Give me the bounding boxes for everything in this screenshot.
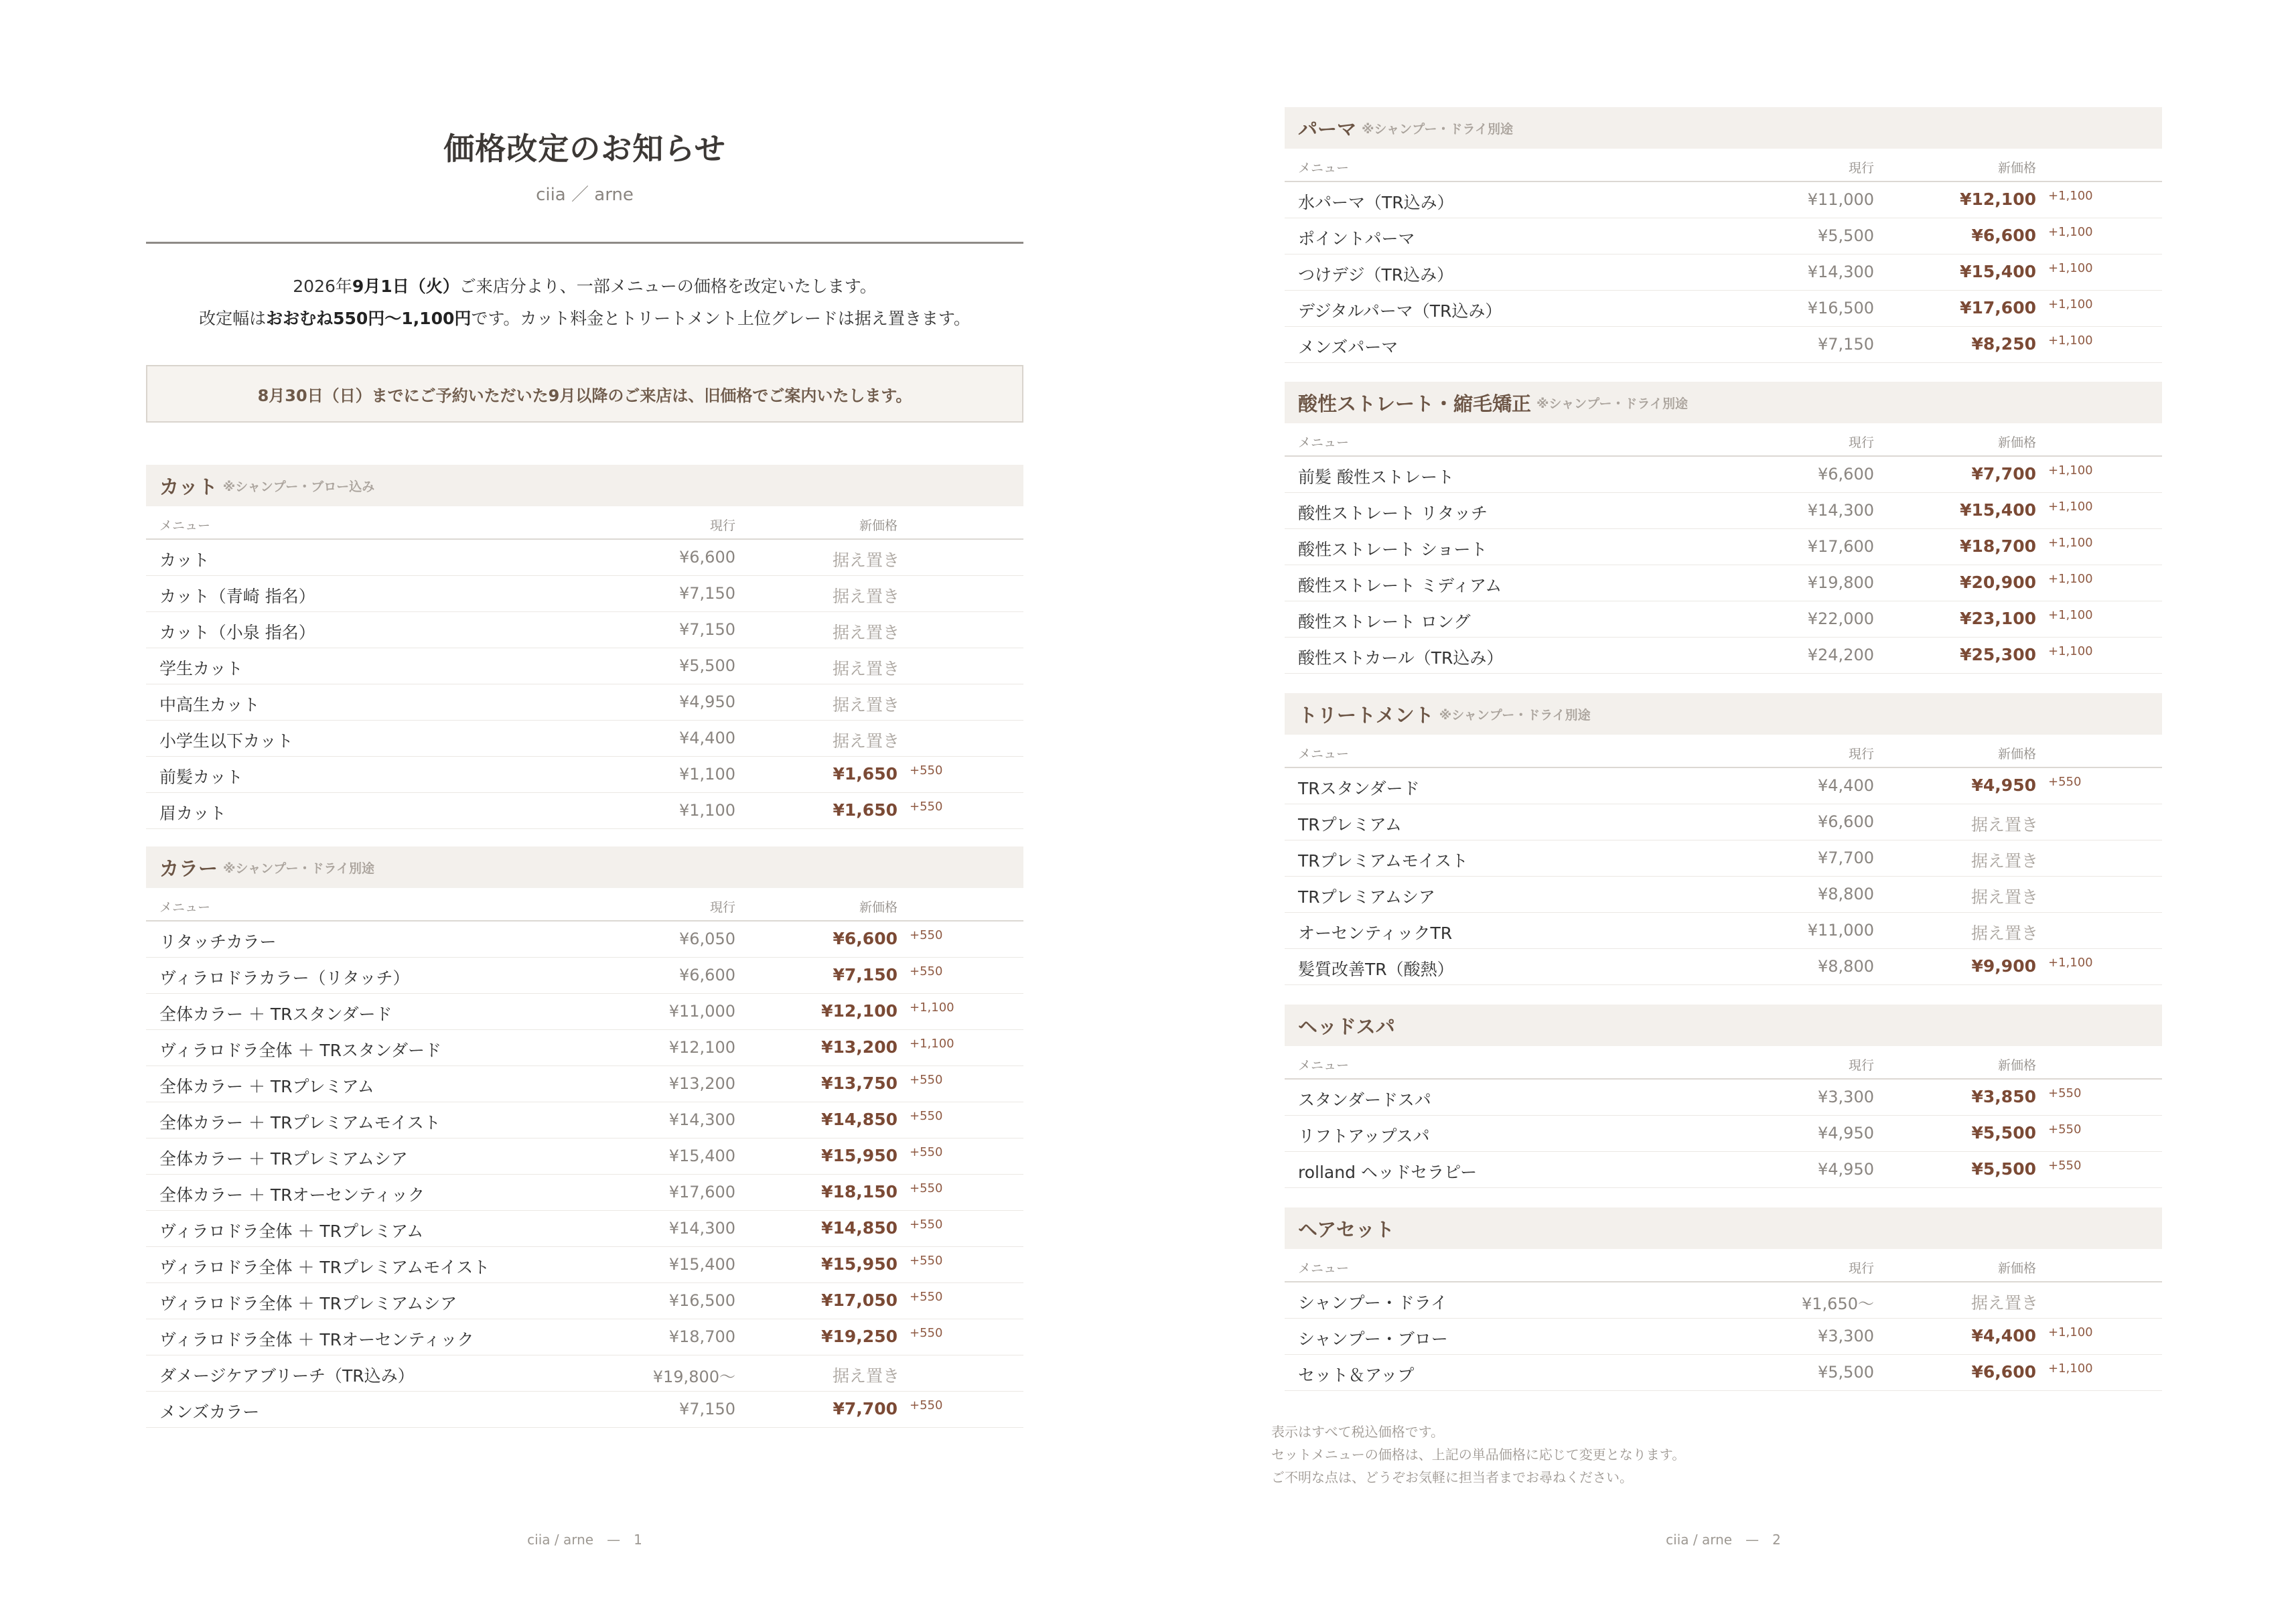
- section-note: ※シャンプー・ドライ別途: [1536, 396, 1688, 411]
- current-price: ¥6,600: [679, 548, 735, 567]
- menu-name: リフトアップスパ: [1298, 1126, 1430, 1146]
- menu-name: ヴィラロドラ全体 ＋ TRプレミアム: [159, 1222, 424, 1241]
- current-price: ¥14,300: [668, 1219, 735, 1238]
- col-menu: メニュー: [1298, 161, 1350, 175]
- current-price: ¥5,500: [679, 656, 735, 675]
- new-price: ¥7,150: [833, 965, 898, 984]
- section-title: ヘッドスパ: [1298, 1015, 1395, 1038]
- price-diff: +550: [910, 1181, 943, 1195]
- new-price: ¥20,900: [1960, 573, 2036, 592]
- section-header: [1285, 1005, 2162, 1046]
- menu-name: デジタルパーマ（TR込み）: [1298, 301, 1502, 321]
- notice-box: 8月30日（日）までにご予約いただいた9月以降のご来店は、旧価格でご案内いたします。: [146, 365, 1023, 423]
- col-menu: メニュー: [1298, 1058, 1350, 1073]
- price-diff: +550: [910, 1218, 943, 1232]
- page-2: [1271, 0, 2162, 1620]
- table-row: [1285, 1080, 2162, 1116]
- price-diff: +550: [910, 1398, 943, 1412]
- col-menu: メニュー: [159, 518, 211, 533]
- menu-name: 中高生カット: [159, 695, 260, 715]
- new-price: ¥15,950: [821, 1146, 898, 1165]
- col-menu: メニュー: [1298, 435, 1350, 450]
- current-price: ¥1,650〜: [1802, 1295, 1874, 1313]
- current-price: ¥14,300: [668, 1110, 735, 1129]
- col-new: 新価格: [1997, 1058, 2036, 1073]
- col-menu: メニュー: [1298, 747, 1350, 761]
- menu-name: カット（小泉 指名）: [159, 623, 315, 642]
- table-row: [146, 721, 1023, 757]
- new-price: ¥9,900: [1971, 956, 2036, 976]
- current-price: ¥15,400: [668, 1147, 735, 1165]
- price-diff: +1,100: [2048, 1325, 2093, 1339]
- table-row: [1285, 493, 2162, 529]
- price-diff: +550: [2048, 775, 2082, 789]
- current-price: ¥17,600: [668, 1183, 735, 1201]
- table-row: [1285, 1319, 2162, 1355]
- new-price: ¥8,250: [1971, 334, 2036, 354]
- price-diff: +1,100: [2048, 463, 2093, 477]
- section-header: [146, 846, 1023, 888]
- price-diff: +550: [2048, 1122, 2082, 1136]
- new-price: ¥1,650: [833, 764, 898, 784]
- table-row: [1285, 1152, 2162, 1188]
- table-row: [1285, 457, 2162, 493]
- current-price: ¥4,950: [1818, 1124, 1874, 1143]
- new-price: 据え置き: [832, 587, 900, 606]
- menu-name: ヴィラロドラ全体 ＋ TRプレミアムモイスト: [159, 1258, 490, 1277]
- menu-name: 全体カラー ＋ TRプレミアムシア: [159, 1149, 408, 1169]
- table-row: [146, 1392, 1023, 1428]
- table-row: [1285, 218, 2162, 254]
- price-diff: +550: [910, 964, 943, 978]
- new-price: ¥13,750: [821, 1074, 898, 1093]
- menu-name: 酸性ストレート リタッチ: [1298, 504, 1488, 523]
- current-price: ¥4,950: [679, 692, 735, 711]
- table-row: [1285, 254, 2162, 291]
- section-title: 酸性ストレート・縮毛矯正: [1298, 392, 1532, 415]
- price-diff: +1,100: [2048, 644, 2093, 658]
- current-price: ¥16,500: [668, 1291, 735, 1310]
- current-price: ¥1,100: [679, 801, 735, 820]
- table-row: [146, 1319, 1023, 1355]
- menu-name: ダメージケアブリーチ（TR込み）: [159, 1366, 415, 1386]
- current-price: ¥6,600: [1818, 812, 1874, 831]
- price-diff: +1,100: [2048, 1361, 2093, 1376]
- menu-name: シャンプー・ドライ: [1298, 1293, 1448, 1313]
- new-price: 据え置き: [832, 1366, 900, 1386]
- table-row: [146, 1175, 1023, 1211]
- price-diff: +1,100: [2048, 334, 2093, 348]
- table-row: [146, 612, 1023, 648]
- current-price: ¥3,300: [1818, 1088, 1874, 1106]
- current-price: ¥7,700: [1818, 849, 1874, 867]
- table-row: [1285, 182, 2162, 218]
- section-header: [1285, 1207, 2162, 1249]
- new-price: ¥17,050: [821, 1291, 898, 1310]
- col-new: 新価格: [1997, 161, 2036, 175]
- new-price: ¥3,850: [1971, 1087, 2036, 1106]
- price-diff: +550: [910, 1326, 943, 1340]
- new-price: ¥15,400: [1960, 262, 2036, 281]
- menu-name: 全体カラー ＋ TRプレミアムモイスト: [159, 1113, 441, 1132]
- section-treatment: [1285, 693, 2162, 985]
- price-diff: +550: [910, 1109, 943, 1123]
- price-diff: +550: [910, 1073, 943, 1087]
- price-diff: +550: [910, 1145, 943, 1159]
- new-price: ¥6,600: [1971, 1362, 2036, 1382]
- menu-name: 酸性ストレート ミディアム: [1298, 576, 1502, 595]
- price-diff: +1,100: [910, 1001, 954, 1015]
- title-divider: [146, 242, 1023, 244]
- menu-name: ヴィラロドラ全体 ＋ TRプレミアムシア: [159, 1294, 457, 1313]
- new-price: ¥25,300: [1960, 645, 2036, 664]
- col-new: 新価格: [1997, 1261, 2036, 1276]
- section-title: カット: [159, 475, 218, 498]
- menu-name: カット: [159, 550, 210, 570]
- new-price: ¥7,700: [1971, 464, 2036, 484]
- current-price: ¥7,150: [679, 620, 735, 639]
- section-color: [146, 846, 1023, 1428]
- section-header: [1285, 107, 2162, 149]
- footnote-1: 表示はすべて税込価格です。: [1271, 1424, 1444, 1440]
- table-row: [1285, 768, 2162, 804]
- current-price: ¥6,600: [679, 966, 735, 984]
- intro-2-bold: おおむね550円〜1,100円: [266, 309, 472, 328]
- menu-name: TRプレミアムシア: [1298, 887, 1435, 907]
- new-price: ¥6,600: [1971, 226, 2036, 245]
- intro-1-pre: 2026年: [293, 277, 352, 296]
- table-row: [146, 1247, 1023, 1283]
- section-title: パーマ: [1298, 117, 1357, 141]
- menu-name: 全体カラー ＋ TRプレミアム: [159, 1077, 374, 1096]
- col-new: 新価格: [1997, 747, 2036, 761]
- section-hairset: [1285, 1207, 2162, 1391]
- table-row: [146, 922, 1023, 958]
- price-diff: +550: [2048, 1159, 2082, 1173]
- intro-line-1: [146, 273, 1023, 297]
- price-diff: +1,100: [2048, 572, 2093, 586]
- section-title: ヘアセット: [1298, 1218, 1394, 1241]
- new-price: ¥12,100: [821, 1001, 898, 1021]
- table-row: [146, 1283, 1023, 1319]
- table-row: [1285, 291, 2162, 327]
- table-row: [146, 576, 1023, 612]
- new-price: ¥23,100: [1960, 609, 2036, 628]
- menu-name: セット＆アップ: [1298, 1366, 1415, 1385]
- page-subtitle: ciia ／ arne: [536, 185, 634, 205]
- current-price: ¥5,500: [1818, 1363, 1874, 1382]
- table-row: [146, 540, 1023, 576]
- current-price: ¥22,000: [1807, 609, 1874, 628]
- table-row: [146, 1355, 1023, 1392]
- menu-name: シャンプー・ブロー: [1298, 1329, 1448, 1349]
- new-price: ¥12,100: [1960, 190, 2036, 209]
- price-diff: +1,100: [2048, 189, 2093, 203]
- menu-name: リタッチカラー: [159, 932, 277, 952]
- section-header: [1285, 693, 2162, 735]
- table-row: [1285, 638, 2162, 674]
- current-price: ¥12,100: [668, 1038, 735, 1057]
- col-menu: メニュー: [1298, 1261, 1350, 1276]
- menu-name: 眉カット: [159, 804, 226, 823]
- new-price: 据え置き: [1970, 851, 2038, 871]
- menu-name: つけデジ（TR込み）: [1298, 265, 1454, 285]
- footnote-2: セットメニューの価格は、上記の単品価格に応じて変更となります。: [1271, 1447, 1686, 1463]
- col-new: 新価格: [1997, 435, 2036, 450]
- current-price: ¥5,500: [1818, 226, 1874, 245]
- price-diff: +1,100: [2048, 608, 2093, 622]
- table-row: [1285, 1355, 2162, 1391]
- menu-name: 前髪 酸性ストレート: [1298, 467, 1454, 487]
- price-diff: +1,100: [910, 1037, 954, 1051]
- menu-name: 学生カット: [159, 659, 243, 678]
- col-menu: メニュー: [159, 900, 211, 915]
- new-price: 据え置き: [1970, 1293, 2038, 1313]
- current-price: ¥15,400: [668, 1255, 735, 1274]
- table-row: [1285, 1282, 2162, 1319]
- table-row: [1285, 877, 2162, 913]
- intro-1-bold: 9月1日（火）: [352, 277, 459, 296]
- new-price: ¥18,700: [1960, 536, 2036, 556]
- menu-name: カット（青崎 指名）: [159, 587, 315, 606]
- new-price: 据え置き: [832, 623, 900, 642]
- current-price: ¥11,000: [668, 1002, 735, 1021]
- new-price: ¥19,250: [821, 1327, 898, 1346]
- new-price: 据え置き: [832, 550, 900, 570]
- table-row: [146, 958, 1023, 994]
- menu-name: メンズパーマ: [1298, 338, 1398, 357]
- col-current: 現行: [1848, 1058, 1874, 1073]
- new-price: ¥4,950: [1971, 776, 2036, 795]
- column-header: [1285, 735, 2162, 768]
- menu-name: メンズカラー: [159, 1402, 260, 1422]
- menu-name: 前髪カット: [159, 767, 243, 787]
- new-price: ¥6,600: [833, 929, 898, 948]
- current-price: ¥11,000: [1807, 921, 1874, 940]
- current-price: ¥4,400: [1818, 776, 1874, 795]
- current-price: ¥19,800: [1807, 573, 1874, 592]
- new-price: ¥4,400: [1971, 1326, 2036, 1345]
- section-header: [1285, 382, 2162, 423]
- col-current: 現行: [1848, 161, 1874, 175]
- menu-name: 全体カラー ＋ TRオーセンティック: [159, 1185, 425, 1205]
- current-price: ¥14,300: [1807, 501, 1874, 520]
- new-price: 据え置き: [832, 659, 900, 678]
- table-row: [146, 1211, 1023, 1247]
- menu-name: 酸性ストレート ショート: [1298, 540, 1488, 559]
- new-price: ¥5,500: [1971, 1123, 2036, 1143]
- price-diff: +550: [910, 928, 943, 942]
- page-1: [146, 0, 1023, 1620]
- col-current: 現行: [709, 518, 735, 533]
- section-title: カラー: [159, 857, 218, 880]
- table-row: [1285, 840, 2162, 877]
- column-header: [1285, 149, 2162, 182]
- col-new: 新価格: [859, 900, 898, 915]
- price-diff: +550: [910, 1290, 943, 1304]
- price-diff: +550: [910, 763, 943, 778]
- section-perm: [1285, 107, 2162, 363]
- current-price: ¥1,100: [679, 765, 735, 784]
- current-price: ¥4,400: [679, 729, 735, 747]
- current-price: ¥3,300: [1818, 1327, 1874, 1345]
- menu-name: 小学生以下カット: [159, 731, 293, 751]
- menu-name: ヴィラロドラカラー（リタッチ）: [159, 968, 410, 988]
- section-note: ※シャンプー・ドライ別途: [223, 861, 374, 876]
- current-price: ¥7,150: [679, 584, 735, 603]
- section-note: ※シャンプー・ブロー込み: [222, 479, 375, 494]
- menu-name: 酸性ストレート ロング: [1298, 612, 1471, 632]
- price-diff: +550: [2048, 1086, 2082, 1100]
- col-current: 現行: [1848, 1261, 1874, 1276]
- price-diff: +1,100: [2048, 500, 2093, 514]
- table-row: [1285, 804, 2162, 840]
- intro-2-post: です。カット料金とトリートメント上位グレードは据え置きます。: [471, 309, 971, 328]
- current-price: ¥18,700: [668, 1327, 735, 1346]
- new-price: 据え置き: [832, 695, 900, 715]
- new-price: 据え置き: [832, 731, 900, 751]
- price-diff: +1,100: [2048, 225, 2093, 239]
- menu-name: スタンダードスパ: [1298, 1090, 1431, 1110]
- new-price: ¥15,950: [821, 1254, 898, 1274]
- section-header: [146, 465, 1023, 506]
- price-diff: +1,100: [2048, 297, 2093, 311]
- menu-name: 酸性ストカール（TR込み）: [1298, 648, 1504, 668]
- page-footer: ciia / arne — 1: [527, 1532, 642, 1548]
- footnote-3: ご不明な点は、どうぞお気軽に担当者までお尋ねください。: [1271, 1469, 1633, 1485]
- current-price: ¥8,800: [1818, 957, 1874, 976]
- table-row: [146, 1030, 1023, 1066]
- new-price: ¥5,500: [1971, 1159, 2036, 1179]
- new-price: 据え置き: [1970, 887, 2038, 907]
- price-diff: +1,100: [2048, 536, 2093, 550]
- table-row: [146, 793, 1023, 829]
- price-diff: +1,100: [2048, 956, 2093, 970]
- section-straight: [1285, 382, 2162, 674]
- section-headspa: [1285, 1005, 2162, 1188]
- menu-name: TRスタンダード: [1298, 779, 1420, 798]
- current-price: ¥7,150: [1818, 335, 1874, 354]
- table-row: [146, 1138, 1023, 1175]
- menu-name: 全体カラー ＋ TRスタンダード: [159, 1005, 392, 1024]
- table-row: [1285, 913, 2162, 949]
- new-price: ¥13,200: [821, 1037, 898, 1057]
- table-row: [146, 1102, 1023, 1138]
- table-row: [146, 994, 1023, 1030]
- new-price: ¥14,850: [821, 1110, 898, 1129]
- menu-name: 髪質改善TR（酸熱）: [1298, 960, 1454, 979]
- column-header: [146, 506, 1023, 540]
- menu-name: 水パーマ（TR込み）: [1298, 193, 1454, 212]
- table-row: [146, 1066, 1023, 1102]
- current-price: ¥6,600: [1818, 465, 1874, 484]
- section-cut: [146, 465, 1023, 829]
- price-diff: +550: [910, 800, 943, 814]
- menu-name: TRプレミアムモイスト: [1298, 851, 1468, 871]
- current-price: ¥6,050: [679, 930, 735, 948]
- column-header: [1285, 1249, 2162, 1282]
- current-price: ¥16,500: [1807, 299, 1874, 317]
- table-row: [1285, 949, 2162, 985]
- current-price: ¥17,600: [1807, 537, 1874, 556]
- menu-name: オーセンティックTR: [1298, 924, 1453, 943]
- table-row: [146, 684, 1023, 721]
- current-price: ¥4,950: [1818, 1160, 1874, 1179]
- table-row: [1285, 529, 2162, 565]
- new-price: ¥17,600: [1960, 298, 2036, 317]
- column-header: [1285, 1046, 2162, 1080]
- new-price: 据え置き: [1970, 924, 2038, 943]
- new-price: ¥14,850: [821, 1218, 898, 1238]
- menu-name: ヴィラロドラ全体 ＋ TRオーセンティック: [159, 1330, 474, 1349]
- table-row: [1285, 565, 2162, 601]
- current-price: ¥14,300: [1807, 263, 1874, 281]
- menu-name: TRプレミアム: [1298, 815, 1402, 834]
- col-current: 現行: [1848, 747, 1874, 761]
- new-price: 据え置き: [1970, 815, 2038, 834]
- price-diff: +1,100: [2048, 261, 2093, 275]
- menu-name: rolland ヘッドセラピー: [1298, 1163, 1478, 1182]
- new-price: ¥7,700: [833, 1399, 898, 1418]
- price-diff: +550: [910, 1254, 943, 1268]
- table-row: [1285, 327, 2162, 363]
- section-title: トリートメント: [1298, 703, 1434, 727]
- current-price: ¥24,200: [1807, 646, 1874, 664]
- new-price: ¥18,150: [821, 1182, 898, 1201]
- new-price: ¥15,400: [1960, 500, 2036, 520]
- page-footer: ciia / arne — 2: [1666, 1532, 1781, 1548]
- table-row: [146, 757, 1023, 793]
- new-price: ¥1,650: [833, 800, 898, 820]
- col-new: 新価格: [859, 518, 898, 533]
- table-row: [1285, 601, 2162, 638]
- column-header: [1285, 423, 2162, 457]
- menu-name: ポイントパーマ: [1298, 229, 1415, 248]
- section-note: ※シャンプー・ドライ別途: [1439, 707, 1591, 723]
- col-current: 現行: [709, 900, 735, 915]
- intro-1-post: ご来店分より、一部メニューの価格を改定いたします。: [459, 277, 877, 296]
- menu-name: ヴィラロドラ全体 ＋ TRスタンダード: [159, 1041, 442, 1060]
- current-price: ¥11,000: [1807, 190, 1874, 209]
- table-row: [1285, 1116, 2162, 1152]
- section-note: ※シャンプー・ドライ別途: [1362, 121, 1513, 137]
- column-header: [146, 888, 1023, 922]
- intro-2-pre: 改定幅は: [199, 309, 267, 328]
- current-price: ¥19,800〜: [652, 1368, 735, 1386]
- intro-line-2: [146, 305, 1023, 329]
- page-title: 価格改定のお知らせ: [443, 131, 726, 167]
- current-price: ¥13,200: [668, 1074, 735, 1093]
- current-price: ¥7,150: [679, 1400, 735, 1418]
- table-row: [146, 648, 1023, 684]
- col-current: 現行: [1848, 435, 1874, 450]
- current-price: ¥8,800: [1818, 885, 1874, 903]
